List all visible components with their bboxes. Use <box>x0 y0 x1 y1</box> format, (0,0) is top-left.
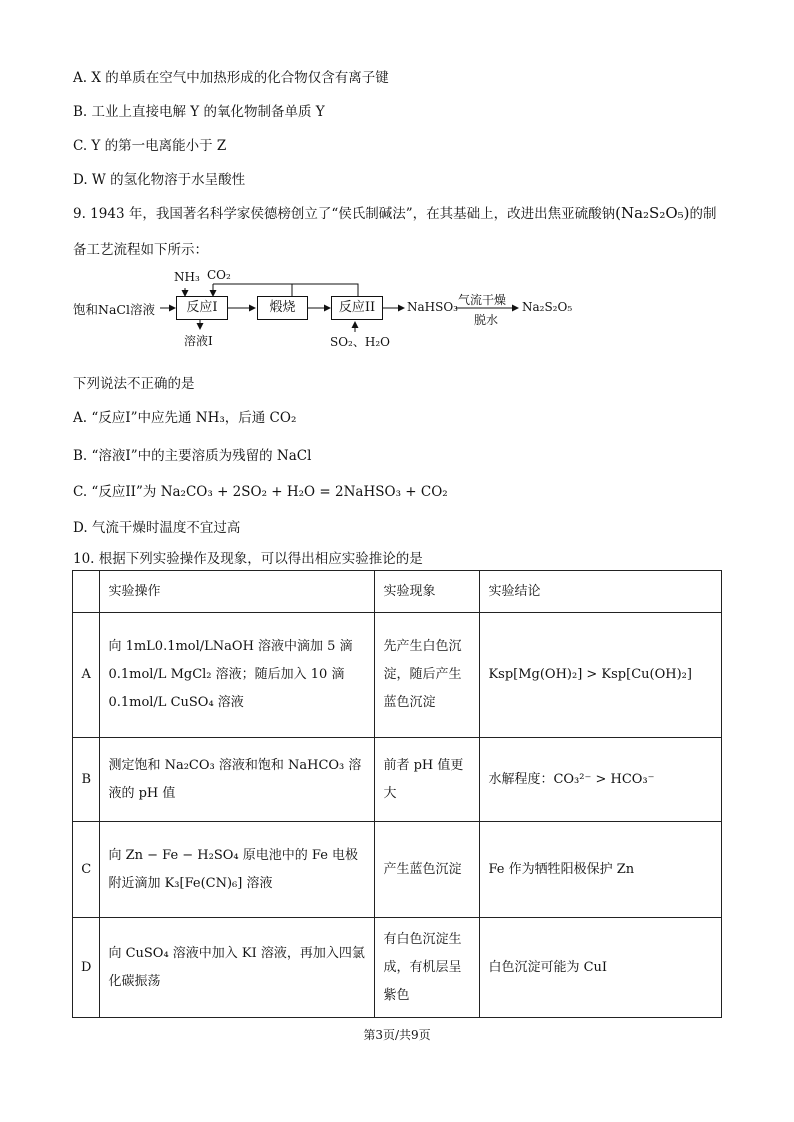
flow-box-calcine: 煅烧 <box>257 296 308 320</box>
table-header-cell: 实验现象 <box>375 571 480 613</box>
flow-na2s2o5: Na₂S₂O₅ <box>522 300 573 314</box>
experiment-table <box>72 570 722 1018</box>
row-phenomenon: 前者 pH 值更大 <box>375 738 480 822</box>
table-row <box>73 918 722 1018</box>
table-row <box>73 613 722 738</box>
row-conclusion: Fe 作为牺牲阳极保护 Zn <box>480 822 722 918</box>
row-phenomenon: 有白色沉淀生成，有机层呈紫色 <box>375 918 480 1018</box>
table-header-cell <box>73 571 100 613</box>
page-footer: 第3页/共9页 <box>363 1028 431 1042</box>
q8-option-b: B. 工业上直接电解 Y 的氧化物制备单质 Y <box>73 104 325 120</box>
table-header-row <box>73 571 722 613</box>
q9-option-c: C. “反应II”为 Na₂CO₃ + 2SO₂ + H₂O = 2NaHSO₃ + CO₂ <box>73 484 448 500</box>
table-header-cell: 实验结论 <box>480 571 722 613</box>
q9-stem-line2: 备工艺流程如下所示： <box>73 242 208 258</box>
q8-option-a: A. X 的单质在空气中加热形成的化合物仅含有离子键 <box>73 70 389 86</box>
q10-stem: 10. 根据下列实验操作及现象，可以得出相应实验推论的是 <box>73 551 423 567</box>
flow-co2: CO₂ <box>207 268 231 282</box>
flow-box-reaction1: 反应I <box>176 296 228 320</box>
row-operation: 向 1mL0.1mol/LNaOH 溶液中滴加 5 滴 0.1mol/L MgCl₂ 溶液；随后加入 10 滴 0.1mol/L CuSO₄ 溶液 <box>100 613 375 738</box>
q9-formula: (Na₂S₂O₅) <box>615 204 690 222</box>
q9-option-a: A. “反应I”中应先通 NH₃，后通 CO₂ <box>73 410 297 426</box>
q8-option-d: D. W 的氢化物溶于水呈酸性 <box>73 172 246 188</box>
q9-stem-text: 9. 1943 年，我国著名科学家侯德榜创立了“侯氏制碱法”，在其基础上，改进出焦亚硫酸钠 <box>73 206 616 222</box>
table-header-cell: 实验操作 <box>100 571 375 613</box>
row-label: B <box>73 738 100 822</box>
row-conclusion: Ksp[Mg(OH)₂] > Ksp[Cu(OH)₂] <box>480 613 722 738</box>
row-phenomenon: 先产生白色沉淀，随后产生蓝色沉淀 <box>375 613 480 738</box>
row-label: A <box>73 613 100 738</box>
row-operation: 向 Zn − Fe − H₂SO₄ 原电池中的 Fe 电极附近滴加 K₃[Fe(CN)₆] 溶液 <box>100 822 375 918</box>
row-conclusion: 水解程度：CO₃²⁻ > HCO₃⁻ <box>480 738 722 822</box>
q9-option-d: D. 气流干燥时温度不宜过高 <box>73 520 241 536</box>
table-row <box>73 822 722 918</box>
row-operation: 向 CuSO₄ 溶液中加入 KI 溶液，再加入四氯化碳振荡 <box>100 918 375 1018</box>
row-label: D <box>73 918 100 1018</box>
row-phenomenon: 产生蓝色沉淀 <box>375 822 480 918</box>
flow-feed: 饱和NaCl溶液 <box>73 302 155 317</box>
q8-option-c: C. Y 的第一电离能小于 Z <box>73 138 227 154</box>
q9-stem-end: 的制 <box>689 206 717 222</box>
flow-box-reaction2: 反应II <box>331 296 383 320</box>
row-operation: 测定饱和 Na₂CO₃ 溶液和饱和 NaHCO₃ 溶液的 pH 值 <box>100 738 375 822</box>
flow-step-dry: 气流干燥 <box>458 293 507 307</box>
row-label: C <box>73 822 100 918</box>
flow-nahso3: NaHSO₃ <box>407 300 458 314</box>
flow-step-dehydrate: 脱水 <box>474 313 499 327</box>
q9-prompt: 下列说法不正确的是 <box>73 376 195 392</box>
table-row <box>73 738 722 822</box>
q9-option-b: B. “溶液I”中的主要溶质为残留的 NaCl <box>73 448 312 464</box>
flow-solution1: 溶液I <box>184 334 213 348</box>
flow-reagents: SO₂、H₂O <box>330 335 390 349</box>
flow-nh3: NH₃ <box>174 270 200 284</box>
row-conclusion: 白色沉淀可能为 CuI <box>480 918 722 1018</box>
